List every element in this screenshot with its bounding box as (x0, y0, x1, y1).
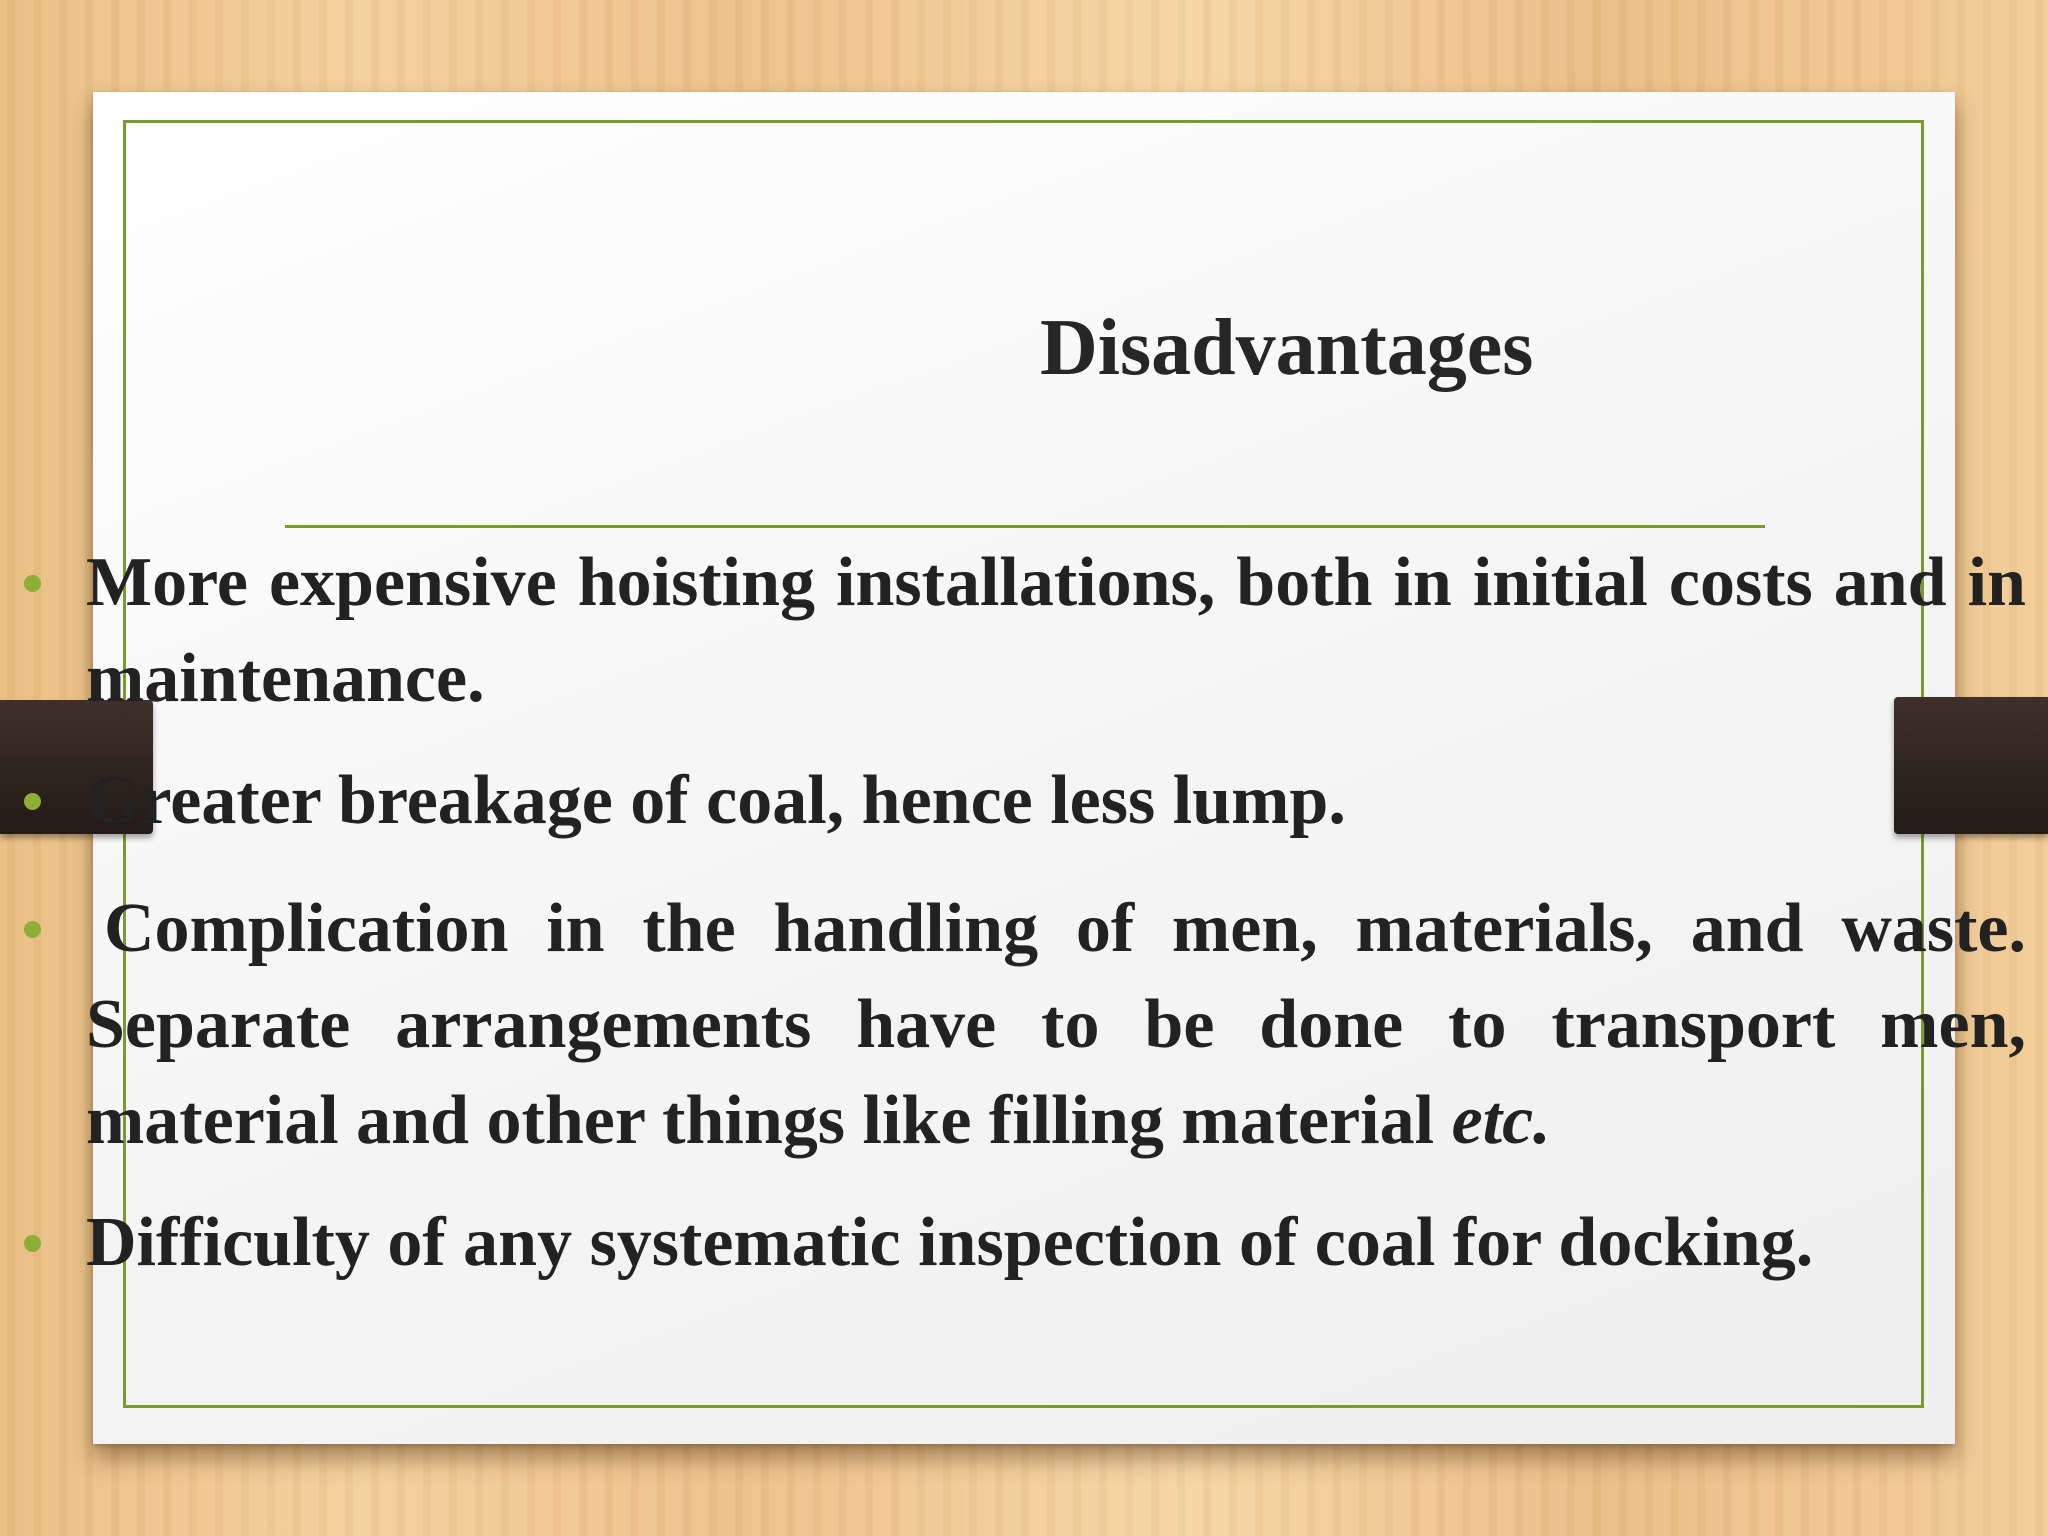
bullet-item (86, 1195, 2026, 1291)
bullet-item (86, 753, 2026, 849)
bullet-text: Difficulty of any systematic inspection of coal for docking. (86, 1204, 1814, 1281)
bullet-list (86, 535, 2026, 1317)
bullet-item (86, 535, 2026, 727)
bullet-dot-icon (24, 921, 41, 938)
bullet-item (86, 881, 2026, 1169)
bullet-dot-icon (24, 1235, 41, 1252)
bullet-text: More expensive hoisting installations, both in initial costs and in maintenance. (86, 544, 2026, 717)
bullet-text: Greater breakage of coal, hence less lump. (86, 762, 1346, 839)
bullet-dot-icon (24, 793, 41, 810)
slide-title: Disadvantages (1040, 304, 1534, 392)
title-underline (285, 525, 1765, 528)
bullet-dot-icon (24, 575, 41, 592)
bullet-emphasis: etc. (1451, 1082, 1551, 1159)
bullet-text: Complication in the handling of men, materials, and waste. Separate arrangements have to be done to transport men, material and other things like filling material (86, 890, 2026, 1159)
